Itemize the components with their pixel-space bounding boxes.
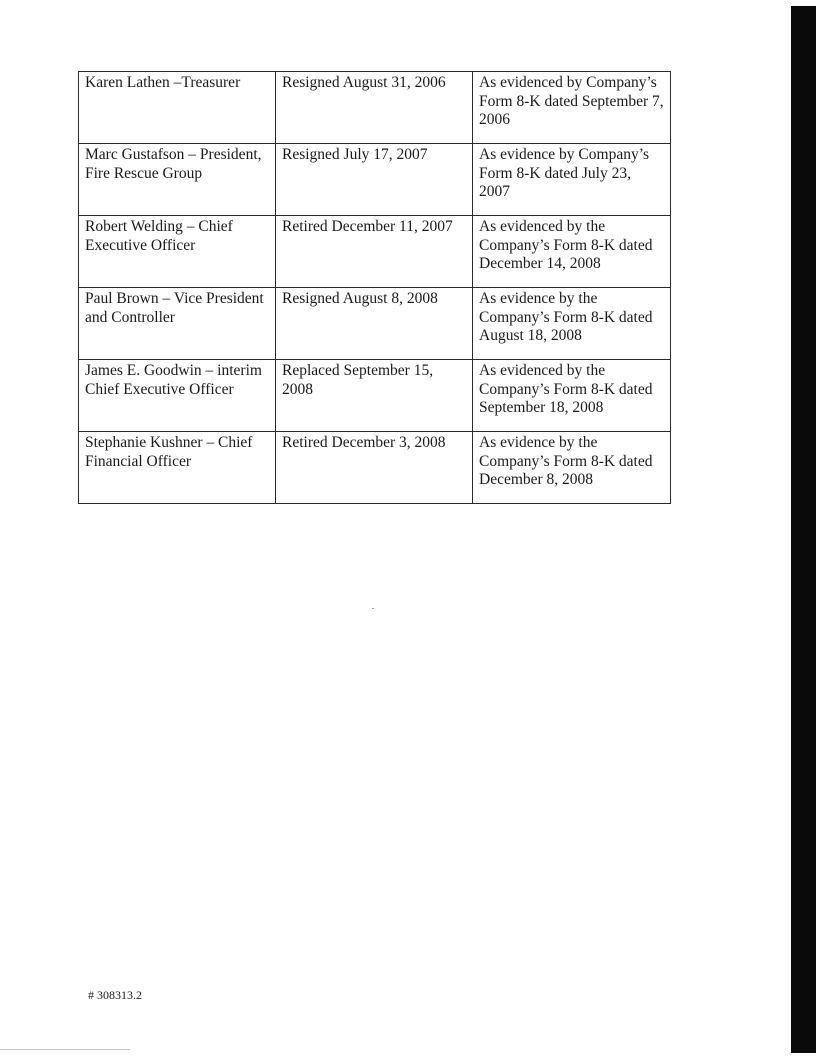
table-row: [79, 360, 671, 432]
officer-status-cell: Replaced September 15, 2008: [276, 360, 473, 432]
officer-status-cell: Retired December 3, 2008: [276, 432, 473, 504]
table-row: [79, 432, 671, 504]
table-row: [79, 144, 671, 216]
table-row: [79, 288, 671, 360]
officer-evidence-cell: As evidenced by the Company’s Form 8-K dated December 14, 2008: [473, 216, 671, 288]
table-row: [79, 72, 671, 144]
document-number: # 308313.2: [88, 988, 142, 1002]
officer-changes-table: [78, 71, 671, 504]
scan-edge-bar: [791, 6, 816, 1053]
officer-evidence-cell: As evidence by the Company’s Form 8-K dated August 18, 2008: [473, 288, 671, 360]
officer-status-cell: Retired December 11, 2007: [276, 216, 473, 288]
officer-name-cell: Paul Brown – Vice President and Controller: [79, 288, 276, 360]
officer-name-cell: Marc Gustafson – President, Fire Rescue Group: [79, 144, 276, 216]
officer-evidence-cell: As evidence by the Company’s Form 8-K dated December 8, 2008: [473, 432, 671, 504]
officer-evidence-cell: As evidence by Company’s Form 8-K dated July 23, 2007: [473, 144, 671, 216]
officer-evidence-cell: As evidenced by the Company’s Form 8-K dated September 18, 2008: [473, 360, 671, 432]
officer-status-cell: Resigned August 31, 2006: [276, 72, 473, 144]
scan-smudge: [0, 1049, 130, 1050]
officer-name-cell: Stephanie Kushner – Chief Financial Officer: [79, 432, 276, 504]
scan-speck: [372, 608, 374, 609]
table-row: [79, 216, 671, 288]
officer-status-cell: Resigned July 17, 2007: [276, 144, 473, 216]
officer-status-cell: Resigned August 8, 2008: [276, 288, 473, 360]
officer-evidence-cell: As evidenced by Company’s Form 8-K dated September 7, 2006: [473, 72, 671, 144]
officer-name-cell: Robert Welding – Chief Executive Officer: [79, 216, 276, 288]
officer-name-cell: Karen Lathen –Treasurer: [79, 72, 276, 144]
officer-name-cell: James E. Goodwin – interim Chief Executive Officer: [79, 360, 276, 432]
